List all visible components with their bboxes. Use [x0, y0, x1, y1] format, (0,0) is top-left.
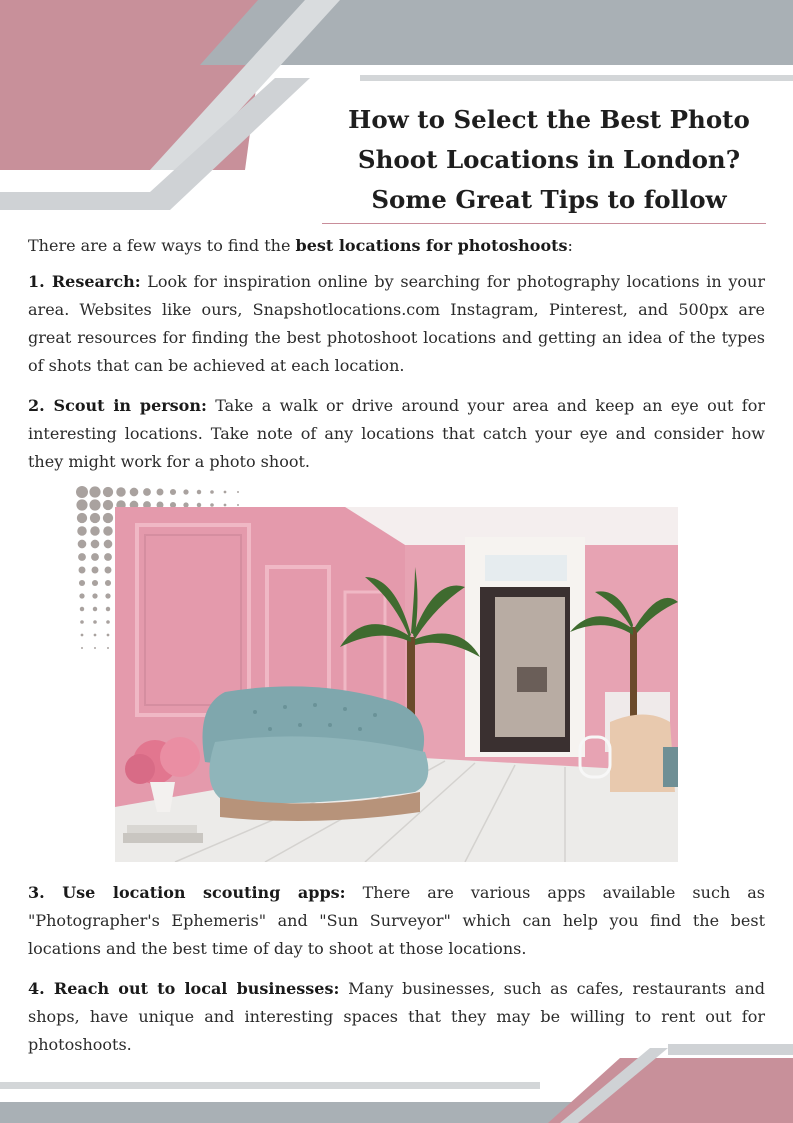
- halftone-dot: [105, 567, 112, 574]
- halftone-dot: [93, 620, 97, 624]
- tip-heading: 4. Reach out to local businesses:: [28, 979, 340, 998]
- footer-gray-band: [0, 1102, 600, 1123]
- halftone-dot: [76, 486, 88, 498]
- footer-light-stripe: [0, 1082, 540, 1089]
- intro-colon: :: [567, 236, 573, 255]
- tip-location-scouting-apps: [28, 879, 765, 963]
- halftone-dot: [103, 526, 112, 535]
- halftone-dot: [143, 488, 151, 496]
- best-locations-link[interactable]: best locations for photoshoots: [295, 236, 568, 255]
- halftone-dot: [90, 513, 100, 523]
- halftone-dot: [237, 491, 239, 493]
- halftone-dot: [237, 504, 239, 506]
- halftone-dot: [91, 553, 99, 561]
- intro-paragraph: [28, 232, 765, 260]
- page-title: How to Select the Best Photo Shoot Locations in London? Some Great Tips to follow: [348, 105, 750, 214]
- tip-body: Take a walk or drive around your area and keep an eye out for interesting locations. Take note of any locations that catch your eye and consider how they might work for a photo shoot.: [28, 396, 766, 471]
- tip-body: Many businesses, such as cafes, restaurants and shops, have unique and interesting spaces that they may be willing to rent out for photoshoots.: [28, 979, 765, 1054]
- halftone-dot: [91, 540, 100, 549]
- halftone-dot: [105, 580, 111, 586]
- halftone-dot: [90, 526, 99, 535]
- halftone-dot: [92, 567, 99, 574]
- halftone-dot: [183, 489, 188, 494]
- intro-text: There are a few ways to find the: [28, 236, 296, 255]
- halftone-dot: [224, 504, 227, 507]
- halftone-dot: [80, 620, 84, 624]
- halftone-dot: [76, 499, 87, 510]
- halftone-dot: [94, 647, 96, 649]
- halftone-dot: [78, 553, 86, 561]
- halftone-dot: [89, 499, 100, 510]
- halftone-dot: [78, 540, 87, 549]
- halftone-dot: [103, 513, 113, 523]
- halftone-dot: [79, 593, 84, 598]
- halftone-dot: [92, 580, 98, 586]
- halftone-dot: [210, 490, 214, 494]
- halftone-dot: [104, 540, 113, 549]
- halftone-dot: [92, 593, 97, 598]
- tip-scout-in-person: [28, 392, 765, 476]
- tip-heading: 3. Use location scouting apps:: [28, 883, 346, 902]
- header-thin-rule: [360, 75, 793, 81]
- halftone-dot: [116, 487, 125, 496]
- title-underline: [322, 223, 766, 224]
- halftone-dot: [103, 487, 113, 497]
- pink-room-photo: [115, 507, 678, 862]
- tip-heading: 1. Research:: [28, 272, 141, 291]
- halftone-dot: [106, 620, 110, 624]
- halftone-dot: [107, 647, 109, 649]
- halftone-dot: [89, 486, 100, 497]
- halftone-dot: [77, 513, 87, 523]
- halftone-dot: [197, 490, 201, 494]
- halftone-dot: [81, 647, 83, 649]
- halftone-dot: [130, 488, 139, 497]
- halftone-dot: [104, 553, 112, 561]
- footer-decoration: [0, 1040, 793, 1123]
- halftone-dot: [81, 634, 84, 637]
- halftone-dot: [105, 593, 110, 598]
- halftone-dot: [93, 607, 97, 611]
- halftone-dot: [170, 489, 176, 495]
- halftone-dot: [224, 491, 227, 494]
- footer-thin-rule: [668, 1044, 793, 1055]
- halftone-dot: [107, 634, 110, 637]
- tip-heading: 2. Scout in person:: [28, 396, 207, 415]
- tip-body: Look for inspiration online by searching for photography locations in your area. Websites like ours, Snapshotlocations.com Instagram, Pinterest, and 500px are great resources for finding the best photoshoot locations and getting an idea of the types of shots that can be achieved at each location.: [28, 272, 766, 375]
- halftone-dot: [77, 526, 86, 535]
- halftone-dot: [94, 634, 97, 637]
- tip-body: There are various apps available such as "Photographer's Ephemeris" and "Sun Surveyor" which can help you find the best locations and the best time of day to shoot at those locations.: [28, 883, 766, 958]
- halftone-dot: [80, 607, 84, 611]
- halftone-dot: [157, 489, 164, 496]
- halftone-dot: [79, 580, 85, 586]
- tip-research: [28, 268, 765, 380]
- halftone-dot: [79, 567, 86, 574]
- halftone-dot: [103, 500, 113, 510]
- halftone-dot: [106, 607, 110, 611]
